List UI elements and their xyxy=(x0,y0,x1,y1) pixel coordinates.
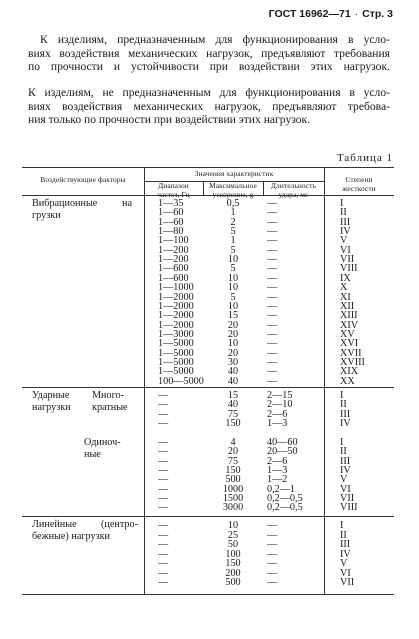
table-cell-duration: 1—3 xyxy=(267,465,288,477)
table-cell-freq: — xyxy=(158,483,169,495)
table-cell-duration: — xyxy=(267,300,278,312)
label-line: Ударные xyxy=(32,390,70,401)
label-line: грузки xyxy=(32,210,61,221)
table-cell-severity: VIII xyxy=(340,502,358,514)
table-cell-severity: IX xyxy=(340,272,351,284)
label-word: Линейные xyxy=(32,519,77,530)
table-cell-accel: 1500 xyxy=(222,493,244,505)
table-cell-freq: — xyxy=(158,408,169,420)
table-cell-accel: 15 xyxy=(227,390,239,401)
table-cell-accel: 10 xyxy=(227,272,239,284)
table-cell-freq: 1—2000 xyxy=(158,310,194,322)
table-cell-duration: 2—6 xyxy=(267,408,288,420)
column-rule xyxy=(324,167,325,594)
table-cell-freq: — xyxy=(158,577,169,588)
table-cell-duration: 0,2—0,5 xyxy=(267,502,303,514)
header-text: ускорение, g xyxy=(212,189,254,199)
table-cell-freq: — xyxy=(158,474,169,486)
table-cell-freq: 1—2000 xyxy=(158,319,194,331)
shock-single-label xyxy=(84,437,121,461)
table-cell-freq: 1—200 xyxy=(158,254,189,266)
table-cell-duration: — xyxy=(267,520,278,531)
group-linear-label xyxy=(32,519,138,543)
table-cell-duration: 0,2—0,5 xyxy=(267,493,303,505)
table-cell-duration: — xyxy=(267,347,278,359)
table-cell-freq: — xyxy=(158,390,169,401)
table-cell-freq: — xyxy=(158,418,169,430)
table-cell-accel: 0,5 xyxy=(226,198,240,209)
table-cell-duration: — xyxy=(267,291,278,303)
table-cell-duration: — xyxy=(267,366,278,378)
table-cell-accel: 10 xyxy=(227,254,239,266)
table-cell-severity: XI xyxy=(340,291,351,303)
table-cell-severity: IV xyxy=(340,548,351,560)
table-cell-accel: 2 xyxy=(230,216,236,228)
table-cell-severity: III xyxy=(340,539,351,550)
table-cell-freq: 1—3000 xyxy=(158,328,194,340)
table-cell-duration: — xyxy=(267,244,278,256)
table-cell-duration: 40—60 xyxy=(267,437,298,448)
table-cell-duration: — xyxy=(267,198,278,209)
table-cell-severity: II xyxy=(340,529,347,541)
text-line: виях воздействия механических нагрузок, предъявляют требования xyxy=(28,46,390,60)
table-cell-severity: XX xyxy=(340,375,355,387)
table-cell-duration: — xyxy=(267,216,278,228)
table-cell-freq: — xyxy=(158,493,169,505)
table-cell-duration: — xyxy=(267,272,278,284)
group-separator xyxy=(22,387,394,388)
table-cell-freq: — xyxy=(158,465,169,477)
header-text: Максимальное xyxy=(209,181,257,190)
table-cell-accel: 15 xyxy=(227,310,239,322)
table-cell-freq: 1—5000 xyxy=(158,366,194,378)
table-cell-severity: XV xyxy=(340,328,355,340)
table-cell-severity: XIV xyxy=(340,319,359,331)
header-text: частот, Гц xyxy=(157,189,190,199)
table-cell-duration: — xyxy=(267,375,278,387)
table-cell-severity: IV xyxy=(340,226,351,238)
table-cell-accel: 40 xyxy=(227,366,239,378)
header-text: Диапазон xyxy=(158,181,189,190)
table-cell-accel: 150 xyxy=(225,465,241,477)
table-cell-freq: 1—1000 xyxy=(158,282,194,294)
table-cell-freq: — xyxy=(158,567,169,579)
table-cell-accel: 150 xyxy=(225,558,241,569)
table-cell-severity: XII xyxy=(340,300,355,312)
table-cell-accel: 3000 xyxy=(222,502,244,514)
table-cell-severity: I xyxy=(340,437,344,448)
label-line: Много- xyxy=(92,390,125,401)
table-cell-duration: 2—10 xyxy=(267,399,293,411)
table-cell-duration: 2—15 xyxy=(267,390,293,401)
table-cell-duration: — xyxy=(267,567,278,579)
table-cell-freq: 1—600 xyxy=(158,272,189,284)
header-text: жесткости xyxy=(342,183,376,193)
table-cell-accel: 1000 xyxy=(222,483,244,495)
table-cell-freq: 1—5000 xyxy=(158,347,194,359)
header-duration xyxy=(263,182,324,199)
label-word: (центро- xyxy=(101,519,138,530)
table-cell-severity: IV xyxy=(340,418,351,430)
table-cell-accel: 25 xyxy=(227,529,239,541)
table-cell-freq: 1—2000 xyxy=(158,300,194,312)
label-line xyxy=(32,198,132,210)
table-cell-accel: 1 xyxy=(230,235,236,247)
table-cell-freq: 1—5000 xyxy=(158,338,194,350)
label-line: Одиноч- xyxy=(84,437,121,448)
table-cell-duration: — xyxy=(267,328,278,340)
table-cell-duration: — xyxy=(267,310,278,322)
table-cell-accel: 10 xyxy=(227,338,239,350)
table-cell-freq: — xyxy=(158,548,169,560)
table-cell-severity: I xyxy=(340,520,344,531)
table-cell-accel: 5 xyxy=(230,226,236,238)
table-cell-freq: 1—2000 xyxy=(158,291,194,303)
table-cell-severity: I xyxy=(340,390,344,401)
table-cell-freq: — xyxy=(158,558,169,569)
table-caption: Таблица 1 xyxy=(336,152,393,164)
label-line: ные xyxy=(84,449,101,460)
table-cell-accel: 500 xyxy=(225,577,241,588)
table-cell-severity: II xyxy=(340,446,347,458)
table-cell-freq: 1—60 xyxy=(158,207,184,219)
table-cell-accel: 20 xyxy=(227,347,239,359)
table-cell-duration: — xyxy=(267,539,278,550)
header-characteristics: Значения характеристик xyxy=(194,169,274,178)
table-cell-freq: — xyxy=(158,529,169,541)
table-cell-accel: 20 xyxy=(227,319,239,331)
table-cell-severity: II xyxy=(340,399,347,411)
column-rule xyxy=(144,167,145,594)
table-cell-severity: I xyxy=(340,198,344,209)
table-cell-freq: — xyxy=(158,455,169,467)
header-factors: Воздействующие факторы xyxy=(40,175,126,184)
table-cell-severity: VI xyxy=(340,483,351,495)
header-severity xyxy=(324,176,394,193)
table-cell-duration: — xyxy=(267,207,278,219)
table-cell-accel: 20 xyxy=(227,446,239,458)
table-cell-severity: V xyxy=(340,474,348,486)
table-cell-severity: VIII xyxy=(340,263,358,275)
table-cell-freq: — xyxy=(158,520,169,531)
text-line: К изделиям, не предназначенным для функционирования в усло- xyxy=(28,86,390,99)
table-cell-severity: V xyxy=(340,235,348,247)
table-cell-freq: 1—600 xyxy=(158,263,189,275)
table-cell-severity: V xyxy=(340,558,348,569)
label-word: на xyxy=(122,198,132,209)
table-cell-accel: 10 xyxy=(227,300,239,312)
table-cell-accel: 40 xyxy=(227,399,239,411)
table-cell-severity: VII xyxy=(340,254,355,266)
table-cell-severity: VI xyxy=(340,244,351,256)
table-cell-duration: — xyxy=(267,263,278,275)
table-cell-freq: — xyxy=(158,399,169,411)
label-line xyxy=(32,519,138,531)
table-cell-duration: — xyxy=(267,338,278,350)
table-cell-duration: — xyxy=(267,529,278,541)
text-line: ния только по прочности при воздействии этих нагрузок. xyxy=(28,113,311,126)
table-cell-severity: III xyxy=(340,216,351,228)
table-cell-severity: XVIII xyxy=(340,356,365,368)
header-text: Степени xyxy=(345,175,373,184)
page-header: ГОСТ 16962—71 · Стр. 3 xyxy=(268,8,393,20)
table-cell-accel: 50 xyxy=(227,539,239,550)
table-cell-freq: 1—100 xyxy=(158,235,189,247)
table-cell-severity: X xyxy=(340,282,348,294)
table-cell-accel: 1 xyxy=(230,207,236,219)
table-cell-accel: 500 xyxy=(225,474,241,486)
table-cell-freq: 100—5000 xyxy=(158,375,204,387)
table-cell-freq: 1—5000 xyxy=(158,356,194,368)
table-cell-severity: III xyxy=(340,455,351,467)
table-cell-severity: XVII xyxy=(340,347,362,359)
table-cell-accel: 4 xyxy=(230,437,236,448)
table-cell-freq: — xyxy=(158,539,169,550)
label-line: нагрузки xyxy=(32,402,71,413)
table-cell-duration: — xyxy=(267,226,278,238)
label-line: бежные) нагрузки xyxy=(32,531,110,542)
table-cell-accel: 200 xyxy=(225,567,241,579)
table-cell-freq: — xyxy=(158,502,169,514)
table-cell-severity: III xyxy=(340,408,351,420)
paragraph-non-functional xyxy=(28,86,390,127)
table-cell-severity: XIII xyxy=(340,310,358,322)
table-cell-duration: 20—50 xyxy=(267,446,298,458)
text-line: виях воздействия механических нагрузок, предъявляют требова- xyxy=(28,99,390,113)
group-shock-label xyxy=(32,390,71,414)
header-frequency xyxy=(144,182,203,199)
header-text: удара, мс xyxy=(278,189,309,199)
label-line: кратные xyxy=(92,402,128,413)
table-cell-duration: — xyxy=(267,282,278,294)
table-cell-duration: — xyxy=(267,356,278,368)
table-cell-freq: 1—200 xyxy=(158,244,189,256)
table-cell-duration: — xyxy=(267,558,278,569)
text-line: К изделиям, предназначенным для функционирования в усло- xyxy=(40,33,390,46)
table-cell-duration: 0,2—1 xyxy=(267,483,296,495)
header-text: Длительность xyxy=(270,181,317,190)
table-top-rule xyxy=(22,167,394,168)
table-cell-accel: 100 xyxy=(225,548,241,560)
standard-number: ГОСТ 16962—71 xyxy=(268,8,351,20)
table-cell-duration: — xyxy=(267,577,278,588)
table-cell-severity: IV xyxy=(340,465,351,477)
table-cell-freq: 1—60 xyxy=(158,216,184,228)
table-cell-severity: VI xyxy=(340,567,351,579)
table-cell-freq: — xyxy=(158,446,169,458)
table-cell-duration: — xyxy=(267,254,278,266)
group-separator xyxy=(22,516,394,517)
header-acceleration xyxy=(203,182,263,199)
table-cell-accel: 150 xyxy=(225,418,241,430)
table-cell-accel: 75 xyxy=(227,455,239,467)
table-cell-accel: 10 xyxy=(227,282,239,294)
table-cell-severity: XVI xyxy=(340,338,359,350)
shock-multi-label xyxy=(92,390,128,414)
table-cell-freq: 1—35 xyxy=(158,198,184,209)
table-cell-accel: 5 xyxy=(230,291,236,303)
table-cell-duration: — xyxy=(267,319,278,331)
label-word: Вибрационные xyxy=(32,198,98,209)
table-cell-freq: 1—80 xyxy=(158,226,184,238)
table-cell-duration: 1—3 xyxy=(267,418,288,430)
text-line: по прочности и устойчивости при воздействии этих нагрузок. xyxy=(28,60,390,73)
table-bottom-rule xyxy=(22,594,394,595)
table-cell-duration: — xyxy=(267,548,278,560)
table-cell-severity: VII xyxy=(340,577,355,588)
table-cell-accel: 40 xyxy=(227,375,239,387)
table-cell-accel: 30 xyxy=(227,356,239,368)
table-cell-accel: 75 xyxy=(227,408,239,420)
table-cell-duration: — xyxy=(267,235,278,247)
table-cell-accel: 20 xyxy=(227,328,239,340)
table-cell-duration: 2—6 xyxy=(267,455,288,467)
paragraph-functional xyxy=(28,33,390,74)
table-cell-accel: 5 xyxy=(230,244,236,256)
group-vibration-label xyxy=(32,198,132,222)
table-cell-duration: 1—2 xyxy=(267,474,288,486)
table-cell-severity: XIX xyxy=(340,366,359,378)
table-cell-accel: 5 xyxy=(230,263,236,275)
table-cell-severity: II xyxy=(340,207,347,219)
page-number: Стр. 3 xyxy=(362,8,393,20)
table-cell-freq: — xyxy=(158,437,169,448)
table-cell-severity: VII xyxy=(340,493,355,505)
table-cell-accel: 10 xyxy=(227,520,239,531)
